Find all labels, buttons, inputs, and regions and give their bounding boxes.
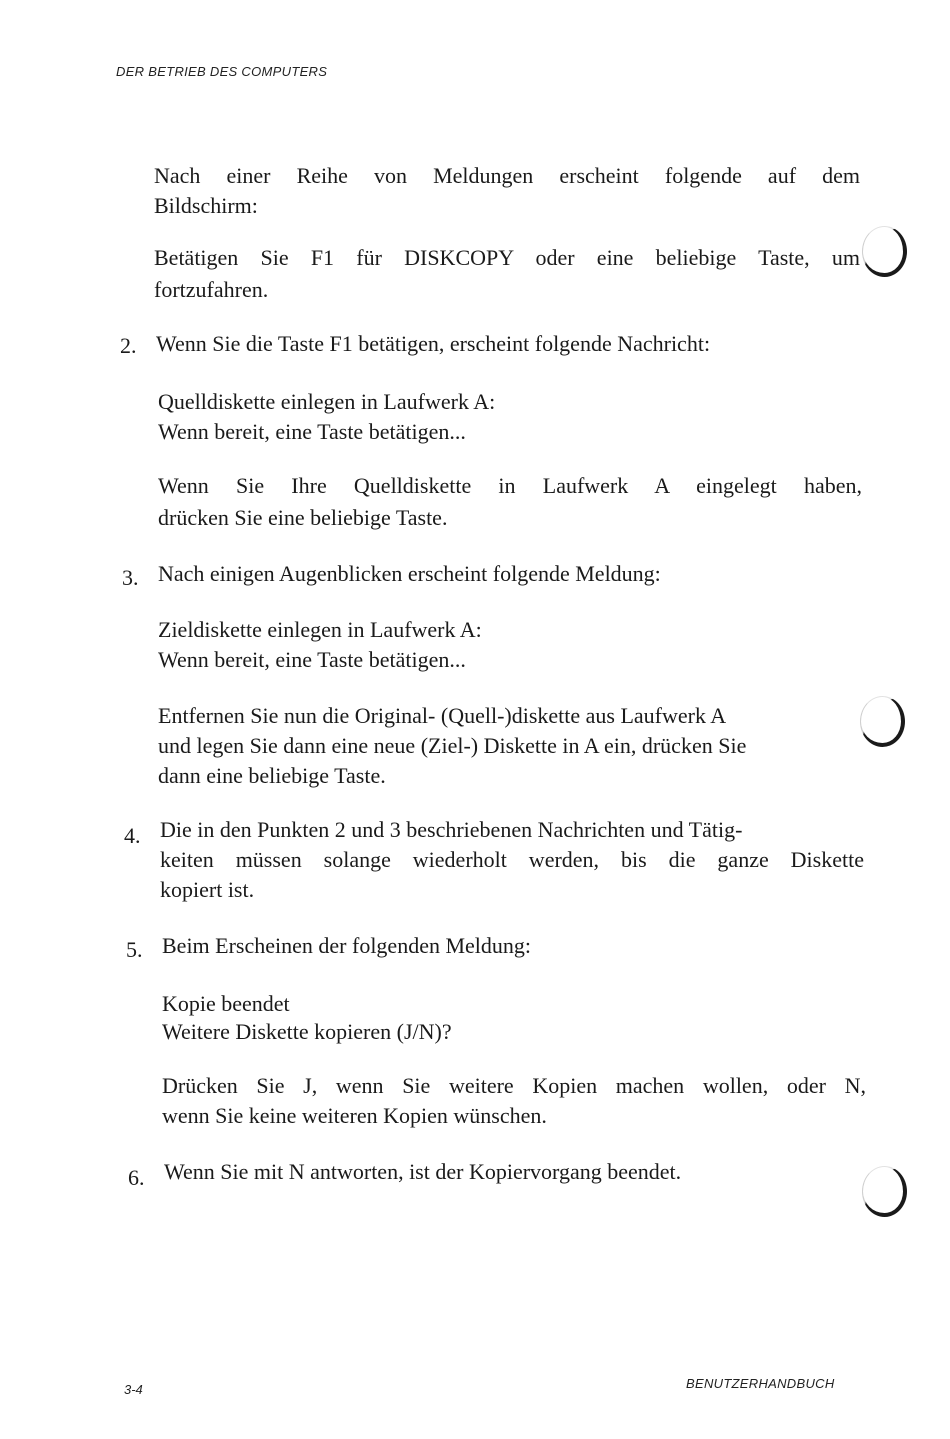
step-text: Entfernen Sie nun die Original- (Quell-)diskette aus Laufwerk A [158, 703, 727, 728]
step-text: keiten müssen solange wiederholt werden, bis die ganze Diskette [160, 847, 864, 872]
intro-line: fortzufahren. [154, 277, 269, 302]
binder-hole [862, 1166, 907, 1217]
step-text: Nach einigen Augenblicken erscheint folgende Meldung: [158, 561, 661, 586]
step-number: 6. [128, 1165, 145, 1190]
step-text: kopiert ist. [160, 877, 255, 902]
step-text: wenn Sie keine weiteren Kopien wünschen. [162, 1103, 547, 1128]
screen-message: Wenn bereit, eine Taste betätigen... [158, 647, 466, 672]
intro-line: Bildschirm: [154, 193, 258, 218]
screen-message: Kopie beendet [162, 991, 290, 1016]
step-text: Drücken Sie J, wenn Sie weitere Kopien machen wollen, oder N, [162, 1073, 866, 1098]
step-number: 2. [120, 333, 137, 358]
running-footer: BENUTZERHANDBUCH [686, 1376, 835, 1391]
step-text: Wenn Sie die Taste F1 betätigen, erscheint folgende Nachricht: [156, 331, 711, 356]
screen-message: Weitere Diskette kopieren (J/N)? [162, 1019, 452, 1044]
step-text: dann eine beliebige Taste. [158, 763, 386, 788]
screen-message: Zieldiskette einlegen in Laufwerk A: [158, 617, 482, 642]
binder-hole [860, 696, 905, 747]
binder-hole [862, 226, 907, 277]
screen-message: Quelldiskette einlegen in Laufwerk A: [158, 389, 496, 414]
step-text: Wenn Sie mit N antworten, ist der Kopiervorgang beendet. [164, 1159, 682, 1184]
step-number: 4. [124, 823, 141, 848]
step-number: 5. [126, 937, 143, 962]
screen-message: Wenn bereit, eine Taste betätigen... [158, 419, 466, 444]
step-text: drücken Sie eine beliebige Taste. [158, 505, 448, 530]
page-number: 3-4 [124, 1382, 143, 1397]
intro-line: Nach einer Reihe von Meldungen erscheint folgende auf dem [154, 163, 860, 188]
running-header: DER BETRIEB DES COMPUTERS [116, 64, 328, 79]
step-text: Wenn Sie Ihre Quelldiskette in Laufwerk A eingelegt haben, [158, 473, 862, 498]
step-text: Beim Erscheinen der folgenden Meldung: [162, 933, 532, 958]
intro-line: Betätigen Sie F1 für DISKCOPY oder eine beliebige Taste, um [154, 245, 860, 270]
step-text: und legen Sie dann eine neue (Ziel-) Diskette in A ein, drücken Sie [158, 733, 747, 758]
step-text: Die in den Punkten 2 und 3 beschriebenen Nachrichten und Tätig- [160, 817, 743, 842]
step-number: 3. [122, 565, 139, 590]
